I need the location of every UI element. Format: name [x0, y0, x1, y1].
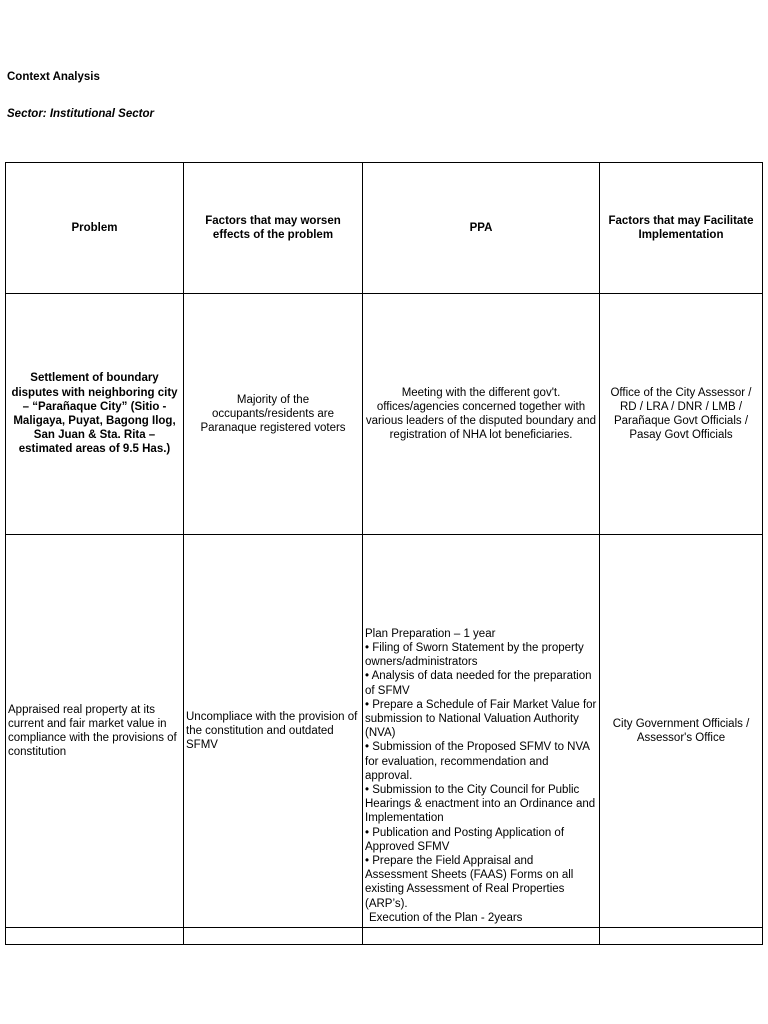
- cell-factors-facilitate: City Government Officials / Assessor's Office: [600, 535, 763, 928]
- cell-ppa: [363, 535, 600, 928]
- table-header-row: [6, 163, 763, 294]
- header-factors-facilitate: Factors that may Facilitate Implementation: [600, 163, 763, 294]
- empty-cell: [6, 928, 184, 945]
- ppa-list-item: • Submission to the City Council for Public Hearings & enactment into an Ordinance and Implementation: [365, 783, 596, 825]
- cell-ppa: Meeting with the different gov't. offices/agencies concerned together with various leaders of the disputed boundary and registration of NHA lot beneficiaries.: [363, 294, 600, 535]
- context-analysis-table: [5, 162, 763, 945]
- ppa-outro: Execution of the Plan - 2years: [369, 911, 523, 924]
- cell-factors-facilitate: Office of the City Assessor / RD / LRA / DNR / LMB / Parañaque Govt Officials / Pasay Govt Officials: [600, 294, 763, 535]
- cell-problem: Appraised real property at its current and fair market value in compliance with the provisions of constitution: [6, 535, 184, 928]
- table-row: [6, 294, 763, 535]
- ppa-list-item: • Prepare a Schedule of Fair Market Value for submission to National Valuation Authority (NVA): [365, 698, 597, 740]
- cell-problem: Settlement of boundary disputes with neighboring city – “Parañaque City” (Sitio - Maligaya, Puyat, Bagong Ilog, San Juan & Sta. Rita – estimated areas of 9.5 Has.): [6, 294, 184, 535]
- header-problem: Problem: [6, 163, 184, 294]
- page-title: Context Analysis: [7, 71, 100, 83]
- table-row-empty: [6, 928, 763, 945]
- header-factors-worsen: Factors that may worsen effects of the problem: [184, 163, 363, 294]
- empty-cell: [184, 928, 363, 945]
- ppa-list-item: • Prepare the Field Appraisal and Assessment Sheets (FAAS) Forms on all existing Assessment of Real Properties (ARP’s).: [365, 854, 574, 910]
- cell-factors-worsen: Uncompliace with the provision of the constitution and outdated SFMV: [184, 535, 363, 928]
- ppa-list-item: • Filing of Sworn Statement by the property owners/administrators: [365, 641, 584, 669]
- ppa-list-item: • Publication and Posting Application of Approved SFMV: [365, 826, 565, 853]
- table-row: [6, 535, 763, 928]
- ppa-intro: Plan Preparation – 1 year: [365, 627, 496, 640]
- empty-cell: [600, 928, 763, 945]
- ppa-list-item: • Submission of the Proposed SFMV to NVA for evaluation, recommendation and approval.: [365, 741, 590, 782]
- ppa-list-item: • Analysis of data needed for the preparation of SFMV: [365, 670, 592, 697]
- sector-label: Sector: Institutional Sector: [7, 108, 154, 120]
- header-ppa: PPA: [363, 163, 600, 294]
- cell-factors-worsen: Majority of the occupants/residents are Paranaque registered voters: [184, 294, 363, 535]
- empty-cell: [363, 928, 600, 945]
